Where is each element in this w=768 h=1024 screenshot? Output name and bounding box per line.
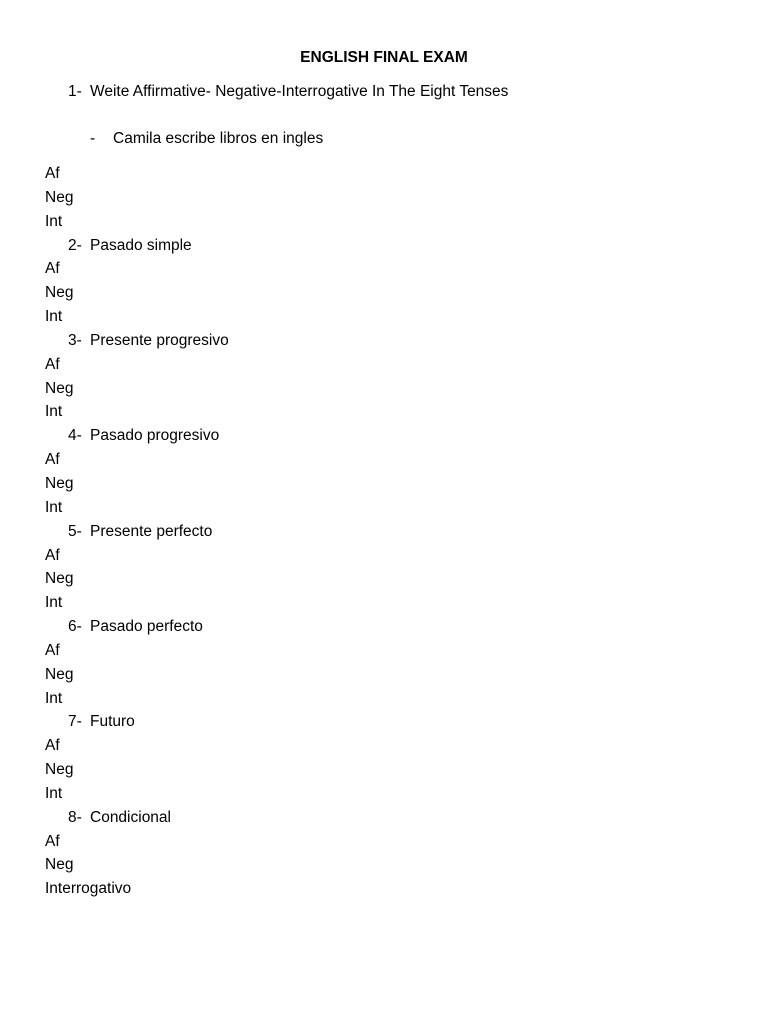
- answer-label: Neg: [45, 188, 74, 206]
- tense-name: Presente progresivo: [90, 331, 229, 349]
- tense-name: Pasado perfecto: [90, 618, 203, 636]
- sentence-text: Camila escribe libros en ingles: [113, 130, 324, 147]
- answer-label: Af: [45, 832, 60, 850]
- tense-number: 2-: [68, 236, 82, 254]
- tense-number: 3-: [68, 331, 82, 349]
- answer-label: Neg: [45, 284, 74, 302]
- tense-name: Pasado simple: [90, 236, 192, 254]
- answer-label: Neg: [45, 761, 74, 779]
- answer-label: Af: [45, 737, 60, 755]
- tense-heading: [45, 615, 745, 639]
- answer-label: Interrogativo: [45, 880, 132, 898]
- tense-heading: [45, 710, 745, 734]
- document-title: ENGLISH FINAL EXAM: [300, 49, 468, 66]
- answer-label: Int: [45, 403, 63, 421]
- answer-label: Neg: [45, 665, 74, 683]
- tense-number: 7-: [68, 713, 82, 731]
- answer-label: Af: [45, 641, 60, 659]
- tense-name: Condicional: [90, 808, 171, 826]
- exercise-list: [45, 162, 745, 901]
- answer-label: Af: [45, 355, 60, 373]
- answer-label: Af: [45, 165, 60, 182]
- instruction-text: Weite Affirmative- Negative-Interrogative In The Eight Tenses: [90, 83, 509, 100]
- tense-name: Pasado progresivo: [90, 427, 220, 445]
- answer-label: Int: [45, 308, 63, 326]
- tense-number: 4-: [68, 427, 82, 445]
- tense-name: Futuro: [90, 713, 135, 731]
- answer-label: Int: [45, 212, 63, 230]
- tense-number: 5-: [68, 522, 82, 540]
- example-sentence: [90, 129, 323, 149]
- bullet-dash: -: [90, 130, 96, 147]
- answer-label: Int: [45, 784, 63, 802]
- tense-number: 6-: [68, 618, 82, 636]
- answer-label: Int: [45, 689, 63, 707]
- tense-heading: [45, 424, 745, 448]
- answer-label: Neg: [45, 474, 74, 492]
- answer-label: Neg: [45, 570, 74, 588]
- instruction-line: [68, 82, 508, 102]
- answer-label: Int: [45, 498, 63, 516]
- answer-label: Neg: [45, 379, 74, 397]
- tense-name: Presente perfecto: [90, 522, 213, 540]
- tense-heading: [45, 520, 745, 544]
- answer-label: Neg: [45, 856, 74, 874]
- tense-heading: [45, 234, 745, 258]
- instruction-number: 1-: [68, 83, 82, 100]
- answer-label: Af: [45, 546, 60, 564]
- tense-number: 8-: [68, 808, 82, 826]
- answer-label: Af: [45, 260, 60, 278]
- tense-heading: [45, 329, 745, 353]
- answer-label: Af: [45, 451, 60, 469]
- answer-label: Int: [45, 594, 63, 612]
- tense-heading: [45, 806, 745, 830]
